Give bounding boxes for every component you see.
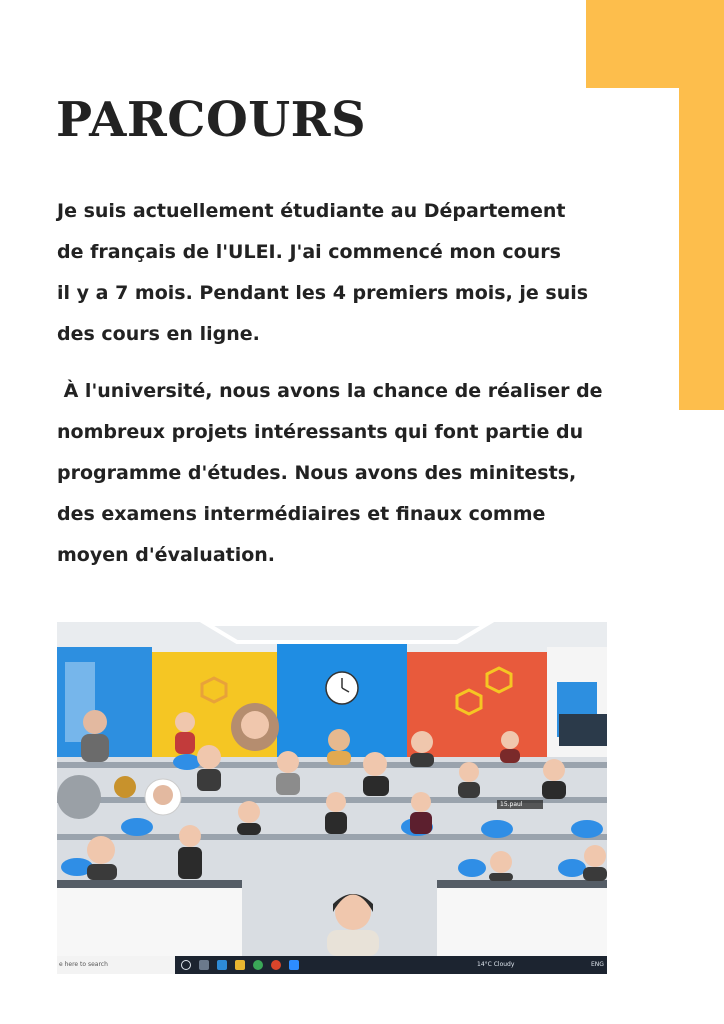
windows-taskbar	[57, 956, 607, 974]
paragraph-line: Je suis actuellement étudiante au Département	[57, 200, 566, 222]
taskbar-app-icons	[181, 960, 305, 972]
windows-circle-icon[interactable]	[181, 960, 191, 970]
accent-corner-block	[586, 0, 724, 88]
edge-icon[interactable]	[217, 960, 227, 970]
paragraph-line: À l'université, nous avons la chance de réaliser de	[57, 380, 603, 402]
paragraph-line: moyen d'évaluation.	[57, 544, 276, 566]
virtual-classroom-background	[57, 622, 607, 956]
university-paragraph	[57, 371, 627, 576]
paragraph-line: nombreux projets intéressants qui font partie du	[57, 421, 584, 443]
paragraph-line: programme d'études. Nous avons des minitests,	[57, 462, 577, 484]
taskbar-weather[interactable]: 14°C Cloudy	[477, 961, 515, 968]
participant-name-tag: 15.paul	[497, 800, 543, 809]
paragraph-line: des examens intermédiaires et finaux comme	[57, 503, 546, 525]
paragraph-line: il y a 7 mois. Pendant les 4 premiers mois, je suis	[57, 282, 589, 304]
taskbar-language[interactable]: ENG	[591, 961, 604, 968]
paragraph-line: des cours en ligne.	[57, 323, 260, 345]
accent-side-bar	[679, 88, 724, 410]
zoom-icon[interactable]	[289, 960, 299, 970]
video-call-screenshot	[57, 622, 607, 974]
file-explorer-icon[interactable]	[235, 960, 245, 970]
task-view-icon[interactable]	[199, 960, 209, 970]
intro-paragraph	[57, 191, 617, 355]
chrome-icon[interactable]	[253, 960, 263, 970]
paragraph-line: de français de l'ULEI. J'ai commencé mon cours	[57, 241, 561, 263]
media-icon[interactable]	[271, 960, 281, 970]
page-title: PARCOURS	[56, 92, 367, 148]
taskbar-search-box[interactable]: e here to search	[57, 956, 175, 974]
